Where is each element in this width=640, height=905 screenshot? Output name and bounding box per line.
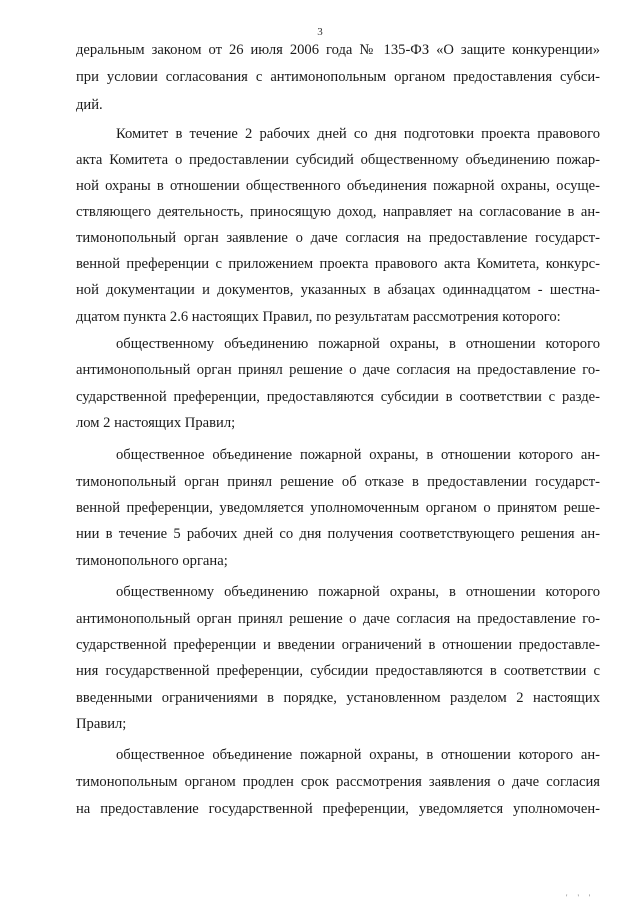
text-line: при условии согласования с антимонопольным органом предоставления субси- (76, 69, 600, 85)
text-line: венной преференции с приложением проекта правового акта Комитета, конкурс- (76, 256, 600, 272)
text-line: тимонопольного органа; (76, 553, 228, 569)
text-line: Комитет в течение 2 рабочих дней со дня подготовки проекта правового (116, 126, 600, 142)
text-line: нии в течение 5 рабочих дней со дня получения соответствующего решения ан- (76, 526, 600, 542)
text-line: тимонопольный орган принял решение об отказе в предоставлении государст- (76, 474, 600, 490)
text-line: тимонопольный орган заявление о даче согласия на предоставление государст- (76, 230, 600, 246)
text-line: общественному объединению пожарной охраны, в отношении которого (116, 584, 600, 600)
text-line: дцатом пункта 2.6 настоящих Правил, по результатам рассмотрения которого: (76, 309, 561, 325)
text-line: антимонопольный орган принял решение о даче согласия на предоставление го- (76, 362, 600, 378)
text-line: общественному объединению пожарной охраны, в отношении которого (116, 336, 600, 352)
text-line: ной документации и документов, указанных в абзацах одиннадцатом - шестна- (76, 282, 600, 298)
page-number: 3 (317, 26, 323, 38)
text-line: лом 2 настоящих Правил; (76, 415, 236, 431)
text-line: введенными ограничениями в порядке, установленном разделом 2 настоящих (76, 690, 600, 706)
text-line: тимонопольным органом продлен срок рассмотрения заявления о даче согласия (76, 774, 600, 790)
text-line: сударственной преференции и введении ограничений в отношении предоставле- (76, 637, 600, 653)
text-line: дий. (76, 97, 103, 113)
text-line: акта Комитета о предоставлении субсидий общественному объединению пожар- (76, 152, 600, 168)
text-line: ной охраны в отношении общественного объединения пожарной охраны, осуще- (76, 178, 600, 194)
text-line: ствляющего деятельность, приносящую доход, направляет на согласование в ан- (76, 204, 600, 220)
text-line: общественное объединение пожарной охраны, в отношении которого ан- (116, 447, 600, 463)
text-line: на предоставление государственной преференции, уведомляется уполномочен- (76, 801, 600, 817)
text-line: венной преференции, уведомляется уполномоченным органом о принятом реше- (76, 500, 600, 516)
text-line: общественное объединение пожарной охраны, в отношении которого ан- (116, 747, 600, 763)
text-line: деральным законом от 26 июля 2006 года № 135-ФЗ «О защите конкуренции» (76, 42, 600, 58)
scan-marks: ' ' ' (566, 893, 595, 902)
text-line: Правил; (76, 716, 127, 732)
text-line: антимонопольный орган принял решение о даче согласия на предоставление го- (76, 611, 600, 627)
text-line: ния государственной преференции, субсидии предоставляются в соответствии с (76, 663, 600, 679)
text-line: сударственной преференции, предоставляются субсидии в соответствии с разде- (76, 389, 600, 405)
